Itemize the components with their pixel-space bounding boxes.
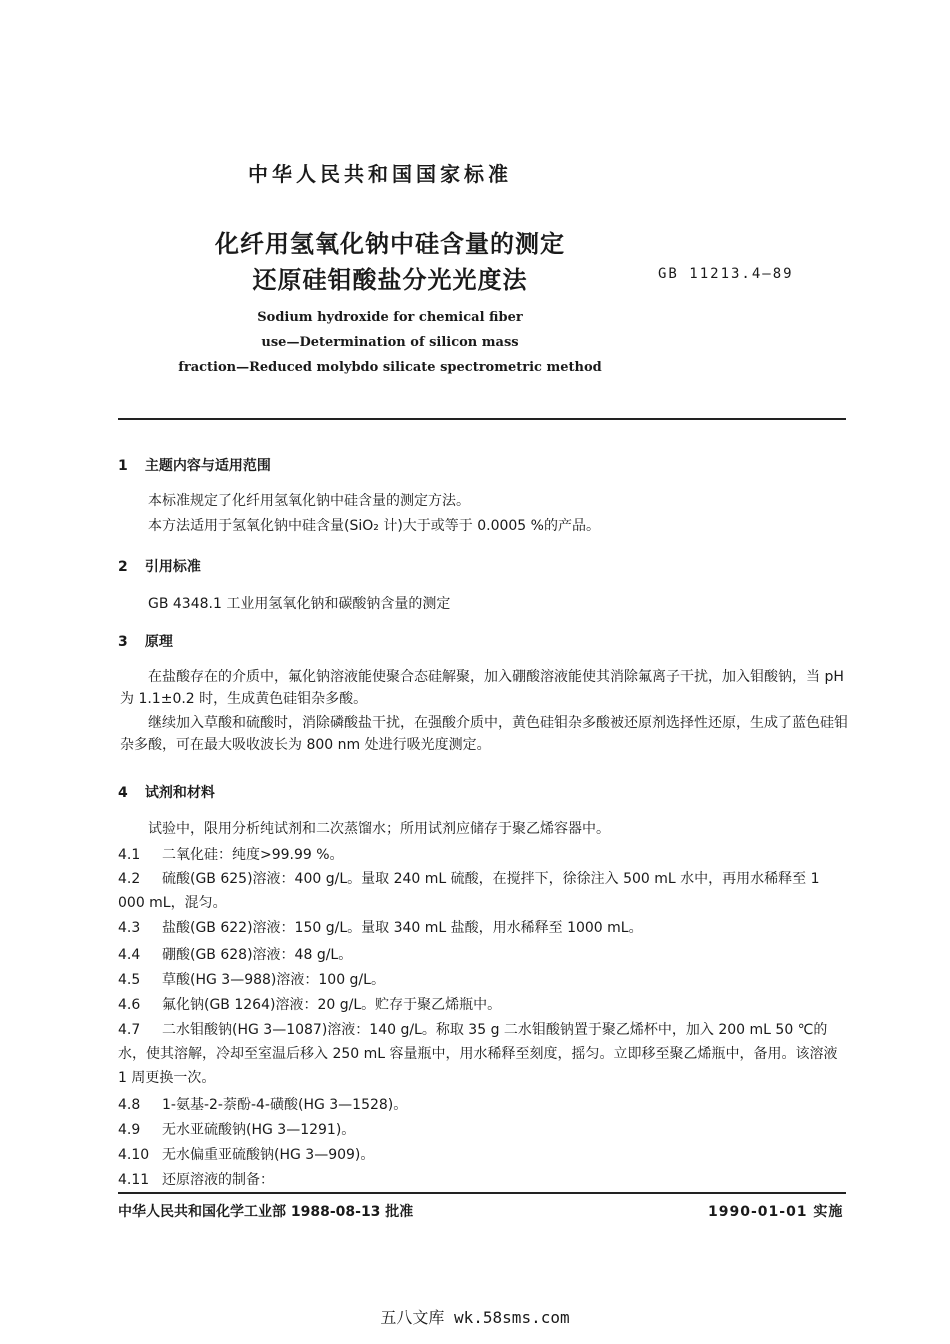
english-title-line-1: Sodium hydroxide for chemical fiber	[257, 310, 523, 325]
item-text: 硼酸(GB 628)溶液：48 g/L。	[162, 947, 353, 963]
item-number: 4.1	[118, 847, 141, 863]
national-standard-heading: 中华人民共和国国家标准	[248, 162, 512, 186]
item-text: 无水亚硫酸钠(HG 3—1291)。	[162, 1122, 356, 1138]
list-item	[118, 993, 850, 1017]
item-number: 4.2	[118, 871, 141, 887]
paragraph: 本方法适用于氢氧化钠中硅含量(SiO₂ 计)大于或等于 0.0005 %的产品。	[148, 518, 600, 534]
section-1-heading	[118, 455, 271, 475]
list-item	[118, 916, 850, 940]
section-title: 试剂和材料	[144, 785, 215, 801]
item-text: 无水偏重亚硫酸钠(HG 3—909)。	[162, 1147, 375, 1163]
item-text: 草酸(HG 3—988)溶液：100 g/L。	[162, 972, 385, 988]
item-number: 4.7	[118, 1022, 141, 1038]
list-item	[118, 843, 850, 867]
header-divider	[118, 418, 846, 420]
section-number: 2	[118, 559, 128, 575]
list-item	[118, 1168, 850, 1192]
list-item	[118, 867, 850, 915]
item-text: 氟化钠(GB 1264)溶液：20 g/L。贮存于聚乙烯瓶中。	[162, 997, 502, 1013]
list-item	[118, 1143, 850, 1167]
list-item	[118, 1093, 850, 1117]
section-number: 3	[118, 634, 128, 650]
title-line-1: 化纤用氢氧化钠中硅含量的测定	[215, 230, 565, 258]
item-number: 4.11	[118, 1172, 150, 1188]
paragraph: 试验中，限用分析纯试剂和二次蒸馏水；所用试剂应储存于聚乙烯容器中。	[148, 821, 610, 837]
item-number: 4.6	[118, 997, 141, 1013]
section-title: 引用标准	[144, 559, 201, 575]
item-text: 盐酸(GB 622)溶液：150 g/L。量取 340 mL 盐酸，用水稀释至 1000 mL。	[162, 920, 643, 936]
item-number: 4.5	[118, 972, 141, 988]
english-title-line-2: use—Determination of silicon mass	[261, 335, 519, 350]
item-number: 4.3	[118, 920, 141, 936]
item-text: 二氧化硅：纯度>99.99 %。	[162, 847, 344, 863]
item-text: 1-氨基-2-萘酚-4-磺酸(HG 3—1528)。	[162, 1097, 408, 1113]
implementation-date: 1990-01-01 实施	[708, 1204, 844, 1220]
item-number: 4.8	[118, 1097, 141, 1113]
item-number: 4.10	[118, 1147, 150, 1163]
section-title: 主题内容与适用范围	[144, 458, 271, 474]
item-number: 4.9	[118, 1122, 141, 1138]
approval-line: 中华人民共和国化学工业部 1988-08-13 批准	[118, 1204, 414, 1220]
section-2-heading	[118, 556, 201, 576]
list-item	[118, 968, 850, 992]
item-text: 硫酸(GB 625)溶液：400 g/L。量取 240 mL 硫酸，在搅拌下，徐徐注入 500 mL 水中，再用水稀释至 1 000 mL，混匀。	[118, 871, 820, 911]
item-number: 4.4	[118, 947, 141, 963]
standard-code: GB 11213.4—89	[658, 266, 794, 282]
footer-divider	[118, 1192, 846, 1194]
section-title: 原理	[144, 634, 173, 650]
item-text: 还原溶液的制备：	[162, 1172, 274, 1188]
section-number: 1	[118, 458, 128, 474]
paragraph: 继续加入草酸和硫酸时，消除磷酸盐干扰，在强酸介质中，黄色硅钼杂多酸被还原剂选择性还原，生成了蓝色硅钼杂多酸，可在最大吸收波长为 800 nm 处进行吸光度测定。	[120, 715, 848, 753]
english-title-line-3: fraction—Reduced molybdo silicate spectrometric method	[178, 360, 602, 375]
paragraph: 本标准规定了化纤用氢氧化钠中硅含量的测定方法。	[148, 493, 470, 509]
title-line-2: 还原硅钼酸盐分光光度法	[252, 266, 528, 294]
list-item	[118, 1118, 850, 1142]
section-4-heading	[118, 782, 215, 802]
watermark-text: 五八文库 wk.58sms.com	[380, 1308, 570, 1327]
paragraph: GB 4348.1 工业用氢氧化钠和碳酸钠含量的测定	[148, 596, 451, 612]
section-number: 4	[118, 785, 128, 801]
item-text: 二水钼酸钠(HG 3—1087)溶液：140 g/L。称取 35 g 二水钼酸钠置于聚乙烯杯中，加入 200 mL 50 ℃的水，使其溶解，冷却至室温后移入 250 mL 容量瓶中，用水稀释至刻度，摇匀。立即移至聚乙烯瓶中，备用。该溶液 1 周更换一次。	[118, 1022, 838, 1086]
section-3-heading	[118, 631, 173, 651]
list-item	[118, 943, 850, 967]
list-item	[118, 1018, 850, 1090]
paragraph: 在盐酸存在的介质中，氟化钠溶液能使聚合态硅解聚，加入硼酸溶液能使其消除氟离子干扰，加入钼酸钠，当 pH 为 1.1±0.2 时，生成黄色硅钼杂多酸。	[120, 669, 844, 707]
